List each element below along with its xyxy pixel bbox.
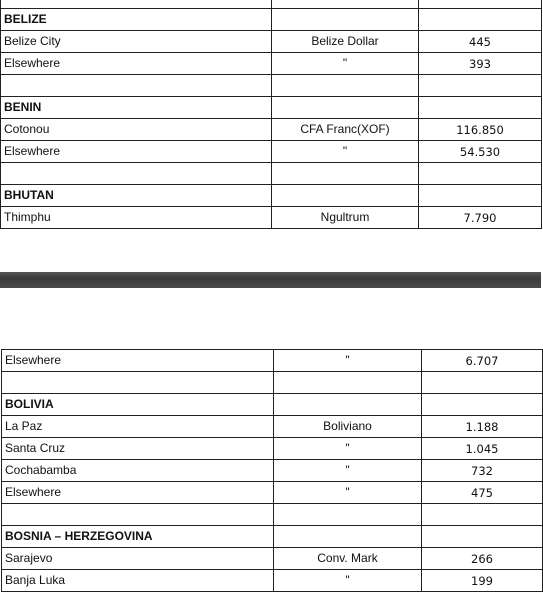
currency-cell: Belize Dollar: [272, 31, 419, 53]
city-cell: Cochabamba: [2, 460, 274, 482]
empty-cell: [274, 504, 422, 526]
table-row: [2, 350, 543, 372]
page-separator: [0, 272, 541, 288]
empty-cell: [2, 372, 274, 394]
city-cell: Elsewhere: [1, 141, 272, 163]
scanned-page-bottom: [0, 288, 541, 588]
currency-cell: Conv. Mark: [274, 548, 422, 570]
rate-cell: 732: [422, 460, 543, 482]
country-name: BOSNIA – HERZEGOVINA: [2, 526, 274, 548]
country-header-row: [2, 526, 543, 548]
empty-cell: [419, 75, 542, 97]
table-row: [1, 207, 542, 229]
country-header-row: [2, 394, 543, 416]
rates-table-top: [0, 0, 542, 229]
city-cell: Belize City: [1, 31, 272, 53]
table-row: [2, 438, 543, 460]
empty-cell: [274, 394, 422, 416]
city-cell: Santa Cruz: [2, 438, 274, 460]
blank-row: [2, 504, 543, 526]
currency-cell: Boliviano: [274, 416, 422, 438]
city-cell: Elsewhere: [1, 53, 272, 75]
empty-cell: [1, 75, 272, 97]
rate-cell: 116.850: [419, 119, 542, 141]
empty-cell: [2, 504, 274, 526]
table-row: [2, 570, 543, 592]
currency-cell: ": [274, 460, 422, 482]
rate-cell: 54.530: [419, 141, 542, 163]
blank-row: [1, 75, 542, 97]
rate-cell: 7.790: [419, 207, 542, 229]
empty-cell: [419, 97, 542, 119]
table-row: [1, 31, 542, 53]
currency-cell: ": [274, 482, 422, 504]
empty-cell: [422, 526, 543, 548]
country-header-row: [1, 185, 542, 207]
empty-cell: [419, 9, 542, 31]
country-name: BENIN: [1, 97, 272, 119]
currency-cell: ": [272, 141, 419, 163]
empty-cell: [419, 0, 542, 9]
empty-cell: [272, 97, 419, 119]
currency-cell: Ngultrum: [272, 207, 419, 229]
empty-cell: [274, 372, 422, 394]
empty-cell: [419, 163, 542, 185]
city-cell: Sarajevo: [2, 548, 274, 570]
empty-cell: [1, 0, 272, 9]
table-row: [2, 482, 543, 504]
empty-cell: [272, 9, 419, 31]
currency-cell: ": [272, 53, 419, 75]
empty-cell: [272, 185, 419, 207]
currency-cell: CFA Franc(XOF): [272, 119, 419, 141]
rate-cell: 445: [419, 31, 542, 53]
rate-cell: 199: [422, 570, 543, 592]
rate-cell: 1.188: [422, 416, 543, 438]
rate-cell: 393: [419, 53, 542, 75]
country-name: BOLIVIA: [2, 394, 274, 416]
blank-row: [1, 0, 542, 9]
empty-cell: [422, 394, 543, 416]
empty-cell: [422, 372, 543, 394]
country-name: BHUTAN: [1, 185, 272, 207]
table-row: [1, 53, 542, 75]
city-cell: Banja Luka: [2, 570, 274, 592]
city-cell: La Paz: [2, 416, 274, 438]
blank-row: [1, 163, 542, 185]
city-cell: Elsewhere: [2, 350, 274, 372]
country-name: BELIZE: [1, 9, 272, 31]
city-cell: Cotonou: [1, 119, 272, 141]
empty-cell: [272, 0, 419, 9]
city-cell: Thimphu: [1, 207, 272, 229]
table-row: [1, 141, 542, 163]
country-header-row: [1, 97, 542, 119]
scanned-page-top: [0, 0, 541, 272]
rate-cell: 475: [422, 482, 543, 504]
blank-row: [2, 372, 543, 394]
country-header-row: [1, 9, 542, 31]
table-row: [2, 460, 543, 482]
city-cell: Elsewhere: [2, 482, 274, 504]
table-row: [1, 119, 542, 141]
currency-cell: ": [274, 350, 422, 372]
empty-cell: [419, 185, 542, 207]
table-row: [2, 416, 543, 438]
empty-cell: [422, 504, 543, 526]
currency-cell: ": [274, 438, 422, 460]
table-row: [2, 548, 543, 570]
rate-cell: 266: [422, 548, 543, 570]
rate-cell: 6.707: [422, 350, 543, 372]
empty-cell: [272, 75, 419, 97]
currency-cell: ": [274, 570, 422, 592]
rates-table-bottom: [1, 349, 543, 592]
rate-cell: 1.045: [422, 438, 543, 460]
empty-cell: [272, 163, 419, 185]
empty-cell: [1, 163, 272, 185]
empty-cell: [274, 526, 422, 548]
